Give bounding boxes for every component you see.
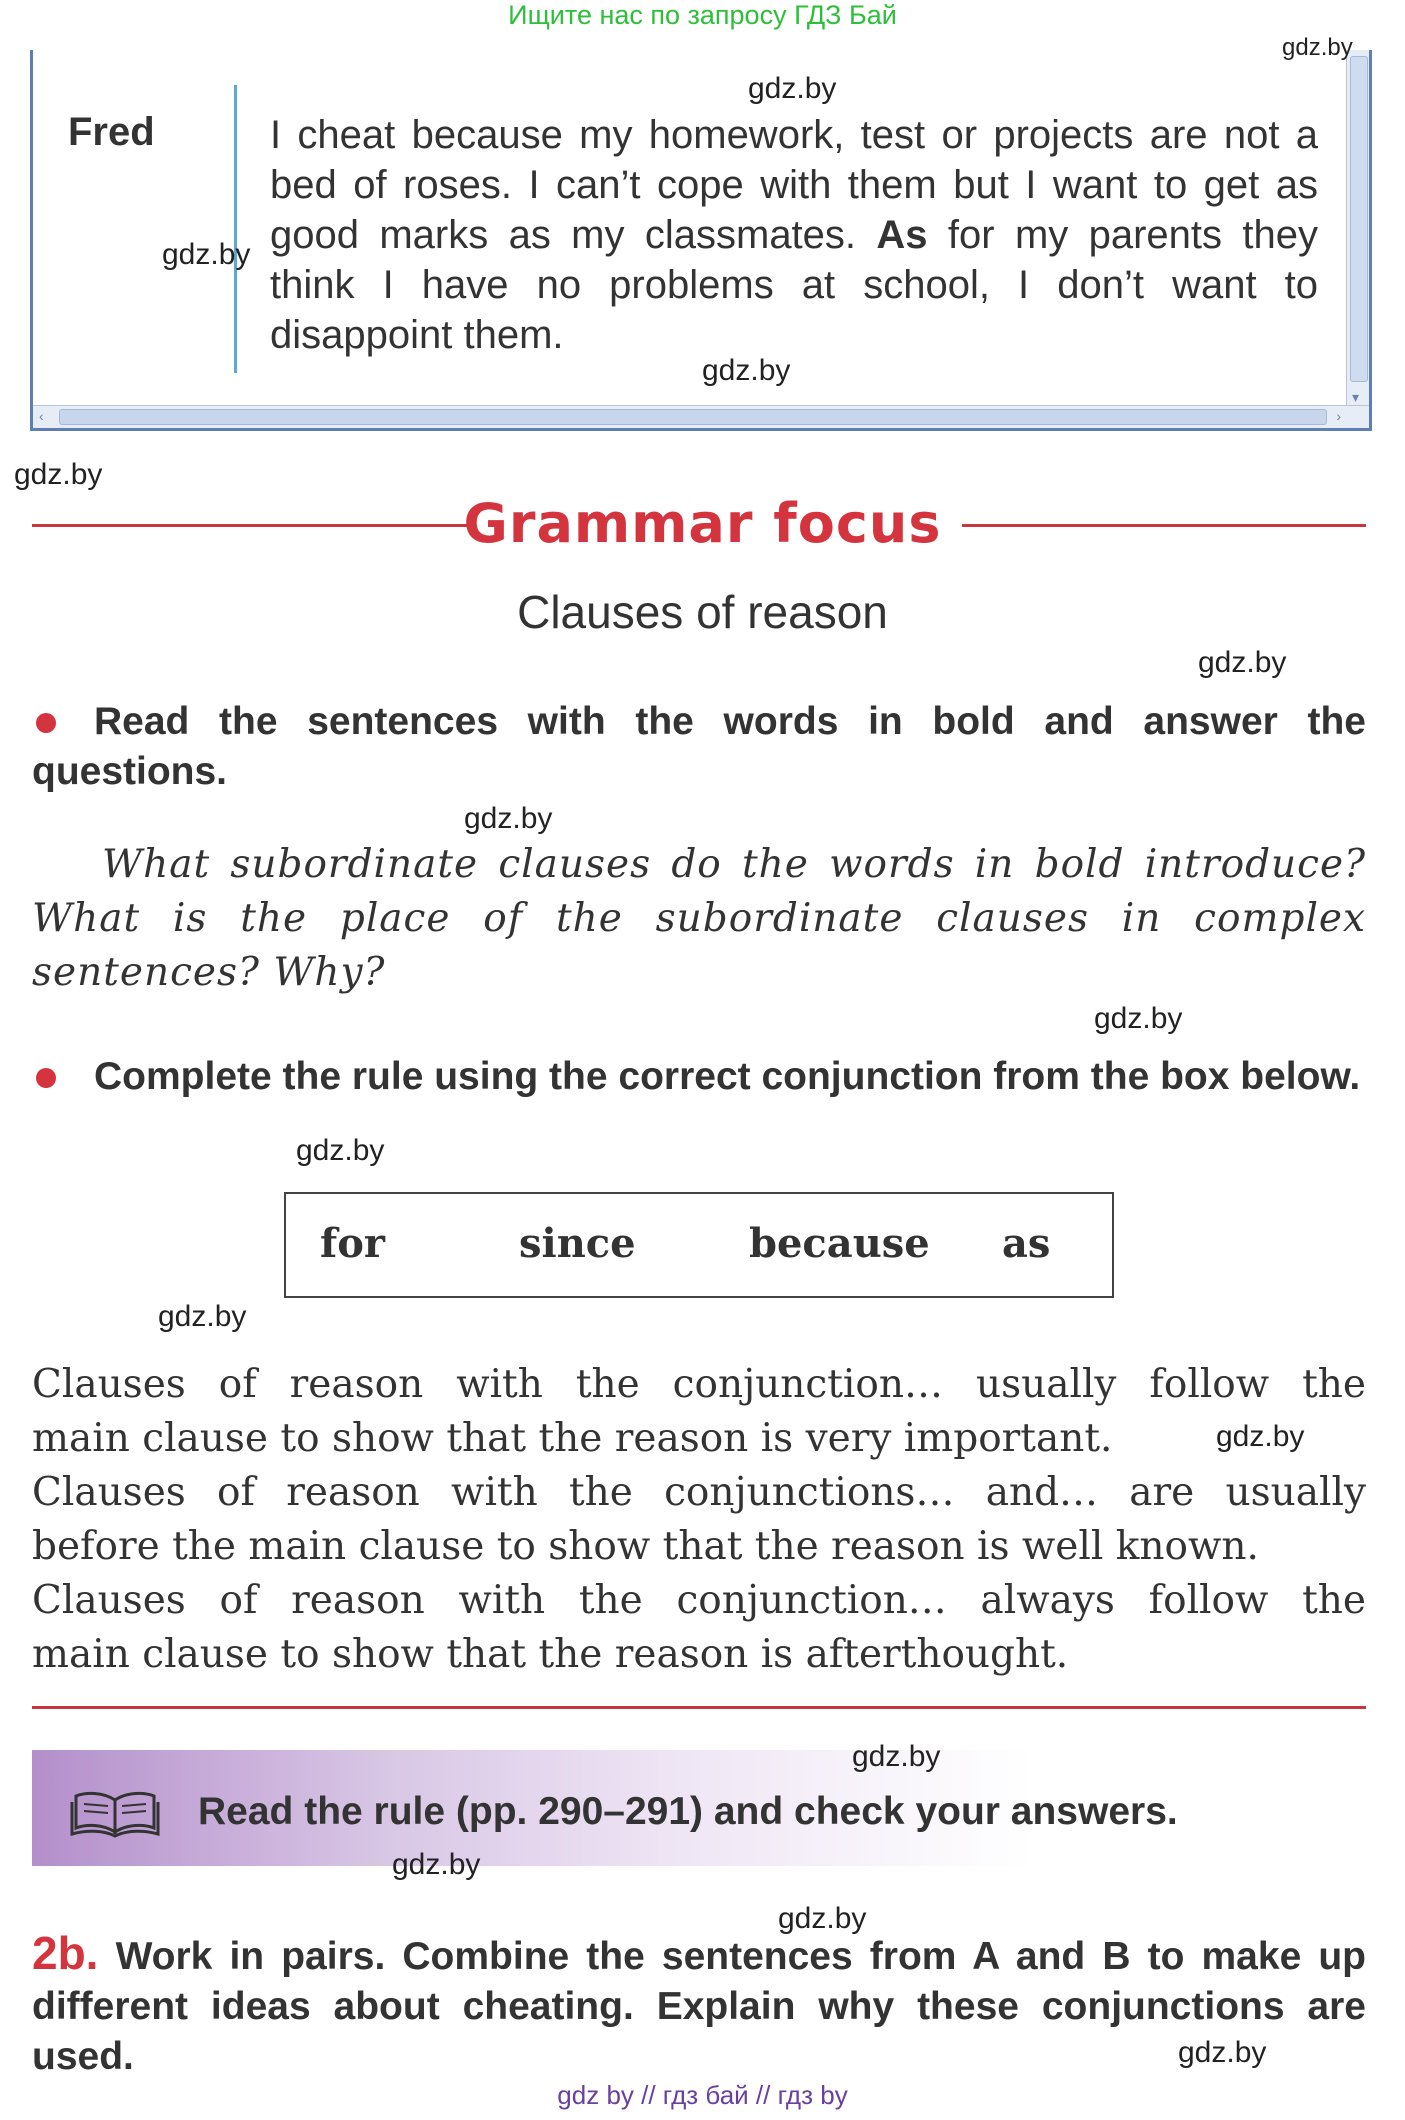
- exercise-2b: [32, 1928, 1366, 2082]
- watermark: gdz.by: [1216, 1420, 1305, 1453]
- conjunction-word: as: [1002, 1220, 1051, 1267]
- horizontal-scrollbar[interactable]: [33, 405, 1369, 428]
- vertical-scroll-thumb[interactable]: [1350, 56, 1368, 382]
- task-instruction-1: Read the sentences with the words in bold and answer the questions.: [32, 700, 1366, 793]
- watermark: gdz.by: [296, 1134, 385, 1167]
- conjunction-box: [284, 1192, 1114, 1298]
- task-questions: What subordinate clauses do the words in bold introduce? What is the place of the subordinate clauses in complex sentences? Why?: [32, 842, 1366, 995]
- watermark: gdz.by: [162, 238, 251, 271]
- section-divider: [32, 1706, 1366, 1709]
- watermark: gdz.by: [702, 354, 791, 387]
- rule-text: [32, 1358, 1366, 1682]
- watermark: gdz.by: [852, 1740, 941, 1773]
- rule-line: before the main clause to show that the reason is well known.: [32, 1524, 1259, 1569]
- conjunction-word: because: [749, 1220, 930, 1267]
- watermark: gdz.by: [748, 72, 837, 105]
- bold-conjunction: As: [876, 213, 928, 257]
- watermark: gdz.by: [1282, 34, 1353, 61]
- speaker-text: I cheat because my homework, test or projects are not a bed of roses. I can’t cope with them but I want to get as good marks as my classmates. As for my parents they think I have no problems at school, I don’t want to disappoint them.: [270, 113, 1318, 357]
- banner-text: Read the rule (pp. 290–291) and check your answers.: [198, 1790, 1178, 1833]
- section-subtitle: Clauses of reason: [517, 586, 888, 638]
- watermark: gdz.by: [1198, 646, 1287, 679]
- rule-line: Clauses of reason with the conjunction… always follow the: [32, 1578, 1366, 1623]
- footer-links: gdz by // гдз бай // гдз by: [557, 2080, 848, 2110]
- conjunction-word: since: [519, 1220, 636, 1267]
- rule-line: main clause to show that the reason is afterthought.: [32, 1632, 1069, 1677]
- conjunction-word: for: [320, 1220, 385, 1267]
- speaker-name: Fred: [68, 110, 155, 154]
- watermark: gdz.by: [464, 802, 553, 835]
- rule-line: Clauses of reason with the conjunctions… and… are usually: [32, 1470, 1366, 1515]
- open-book-icon: [70, 1788, 160, 1838]
- speaker-divider: [234, 85, 237, 373]
- watermark: gdz.by: [392, 1848, 481, 1881]
- exercise-number: 2b.: [32, 1927, 99, 1979]
- exercise-text: Work in pairs. Combine the sentences from A and B to make up different ideas about cheating. Explain why these conjunctions are used.: [32, 1935, 1366, 2078]
- watermark: gdz.by: [1178, 2036, 1267, 2069]
- watermark: gdz.by: [1094, 1002, 1183, 1035]
- section-title: Grammar focus: [463, 492, 942, 555]
- vertical-scrollbar[interactable]: [1346, 50, 1369, 428]
- task-instruction-2: Complete the rule using the correct conjunction from the box below.: [94, 1055, 1361, 1098]
- watermark: gdz.by: [14, 458, 103, 491]
- horizontal-scroll-thumb[interactable]: [59, 409, 1327, 425]
- rule-line: Clauses of reason with the conjunction… usually follow the: [32, 1362, 1366, 1407]
- watermark: gdz.by: [778, 1902, 867, 1935]
- scroll-left-icon[interactable]: ‹: [39, 408, 44, 424]
- rule-line: main clause to show that the reason is very important.: [32, 1416, 1113, 1461]
- scroll-down-icon[interactable]: ▾: [1352, 389, 1360, 405]
- watermark: gdz.by: [158, 1300, 247, 1333]
- scroll-right-icon[interactable]: ›: [1336, 408, 1341, 424]
- top-notice: Ищите нас по запросу ГДЗ Бай: [508, 0, 897, 30]
